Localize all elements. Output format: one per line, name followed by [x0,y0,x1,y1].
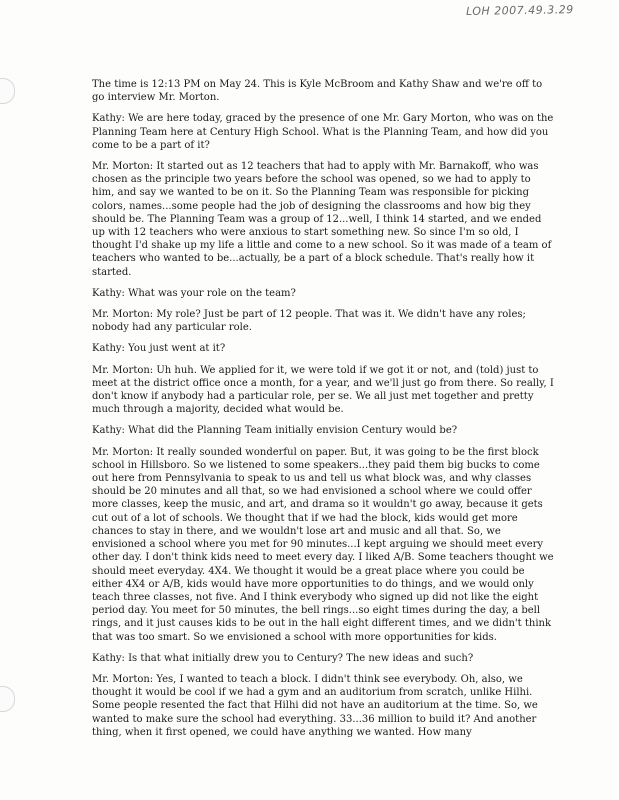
transcript-paragraph: Kathy: You just went at it? [92,343,226,355]
transcript-paragraph: Kathy: We are here today, graced by the presence of one Mr. Gary Morton, who was on the Planning Team here at Century High School. What is the Planning Team, and how did you come to be a part of it? [92,113,554,151]
transcript-paragraph: Kathy: Is that what initially drew you to Century? The new ideas and such? [92,652,474,664]
transcript-paragraph: Mr. Morton: Yes, I wanted to teach a block. I didn't think see everybody. Oh, also, we thought it would be cool if we had a gym and an auditorium from scratch, unlike Hilhi. Some people resented the fact that Hilhi did not have an auditorium at the time. So, we wanted to make sure the school had everything. 33...36 million to build it? And another thing, when it first opened, we could have anything we wanted. How many [92,673,538,738]
transcript-paragraph: Kathy: What was your role on the team? [92,287,296,299]
transcript-paragraph: Kathy: What did the Planning Team initially envision Century would be? [92,425,458,437]
transcript-body [92,78,554,747]
transcript-paragraph: Mr. Morton: My role? Just be part of 12 people. That was it. We didn't have any roles; nobody had any particular role. [92,309,526,334]
punch-hole-mark [0,78,15,104]
transcript-paragraph: Mr. Morton: It started out as 12 teachers that had to apply with Mr. Barnakoff, who was chosen as the principle two years before the school was opened, so we had to apply to him, and say we wanted to be on it. So the Planning Team was responsible for picking colors, names...some people had the job of designing the classrooms and how big they should be. The Planning Team was a group of 12...well, I think 14 started, and we ended up with 12 teachers who were anxious to start something new. So since I'm so old, I thought I'd shake up my life a little and come to a new school. So it was made of a team of teachers who wanted to be...actually, be a part of a block schedule. That's really how it started. [92,161,552,278]
transcript-paragraph: Mr. Morton: It really sounded wonderful on paper. But, it was going to be the first block school in Hillsboro. So we listened to some speakers...they paid them big bucks to come out here from Pennsylvania to speak to us and tell us what block was, and why classes should be 20 minutes and all that, so we had envisioned a school where we could offer more classes, keep the music, and art, and drama so it wouldn't go away, because it gets cut out of a lot of schools. We thought that if we had the block, kids would get more chances to stay in there, and we wouldn't lose art and music and all that. So, we envisioned a school where you met for 90 minutes...I kept arguing we should meet every other day. I don't think kids need to meet every day. I liked A/B. Some teachers thought we should meet everyday. 4X4. We thought it would be a great place where you could be either 4X4 or A/B, kids would have more opportunities to do things, and we would only teach three classes, not five. And I think everybody who signed up did not like the eight period day. You meet for 50 minutes, the bell rings...so eight times during the day, a bell rings, and it just causes kids to be out in the hall eight different times, and we didn't think that was too smart. So we envisioned a school with more opportunities for kids. [92,446,554,643]
accession-number: LOH 2007.49.3.29 [465,3,574,18]
transcript-paragraph: Mr. Morton: Uh huh. We applied for it, we were told if we got it or not, and (told) just to meet at the district office once a month, for a year, and we'll just go from there. So really, I don't know if anybody had a particular role, per se. We all just met together and pretty much through a majority, decided what would be. [92,364,554,416]
punch-hole-mark [0,686,15,712]
transcript-intro: The time is 12:13 PM on May 24. This is Kyle McBroom and Kathy Shaw and we're off to go interview Mr. Morton. [92,79,543,104]
